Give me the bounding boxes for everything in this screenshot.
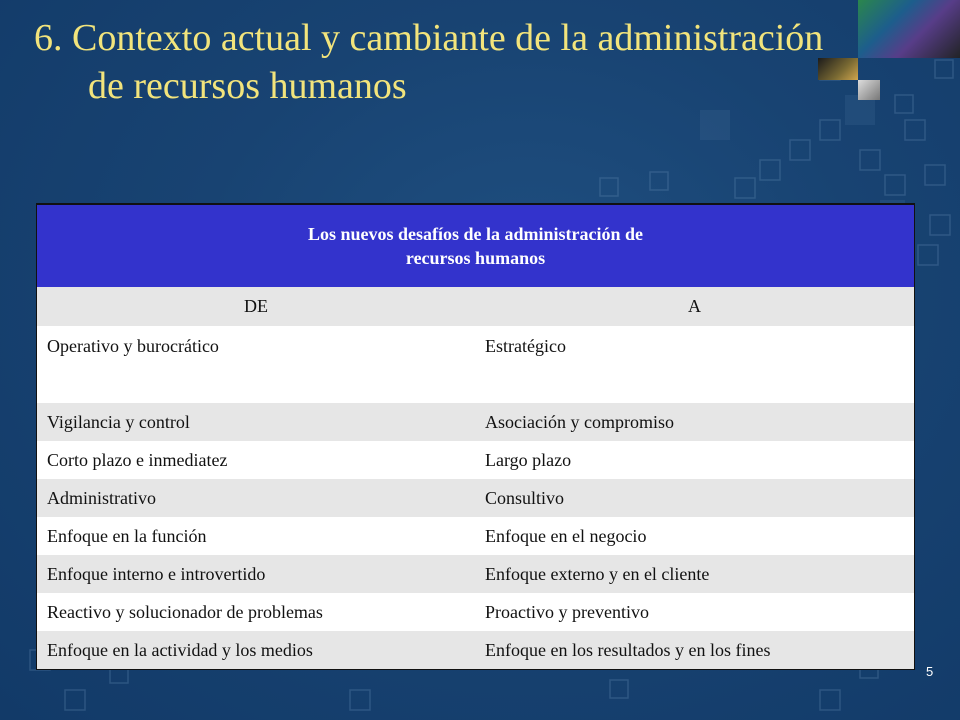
- cell-a: Enfoque en el negocio: [475, 517, 914, 555]
- cell-de: Vigilancia y control: [37, 403, 475, 441]
- cell-de: Administrativo: [37, 479, 475, 517]
- table-row: [37, 326, 914, 403]
- column-header-a: A: [475, 287, 914, 326]
- table-subheader-row: [37, 287, 914, 326]
- table-row: [37, 403, 914, 441]
- cell-de: Enfoque interno e introvertido: [37, 555, 475, 593]
- cell-de: Enfoque en la función: [37, 517, 475, 555]
- cell-de: Operativo y burocrático: [37, 326, 475, 403]
- cell-a: Enfoque externo y en el cliente: [475, 555, 914, 593]
- cell-de: Corto plazo e inmediatez: [37, 441, 475, 479]
- cell-a: Estratégico: [475, 326, 914, 403]
- table-row: [37, 479, 914, 517]
- table-row: [37, 441, 914, 479]
- page-number: 5: [926, 664, 934, 679]
- challenges-table: [36, 203, 915, 670]
- slide-title: [34, 14, 934, 110]
- table-header-line1: Los nuevos desafíos de la administración de: [307, 224, 644, 244]
- slide-title-line1: 6. Contexto actual y cambiante de la administración: [34, 17, 824, 59]
- cell-de: Enfoque en la actividad y los medios: [37, 631, 475, 669]
- table-row: [37, 555, 914, 593]
- cell-a: Largo plazo: [475, 441, 914, 479]
- table-row: [37, 593, 914, 631]
- cell-a: Asociación y compromiso: [475, 403, 914, 441]
- table-row: [37, 631, 914, 669]
- table-header-line2: recursos humanos: [405, 248, 546, 268]
- column-header-de: DE: [37, 287, 475, 326]
- cell-a: Enfoque en los resultados y en los fines: [475, 631, 914, 669]
- slide-title-line2: de recursos humanos: [88, 65, 407, 107]
- cell-de: Reactivo y solucionador de problemas: [37, 593, 475, 631]
- table-header: [37, 205, 914, 287]
- cell-a: Proactivo y preventivo: [475, 593, 914, 631]
- table-row: [37, 517, 914, 555]
- cell-a: Consultivo: [475, 479, 914, 517]
